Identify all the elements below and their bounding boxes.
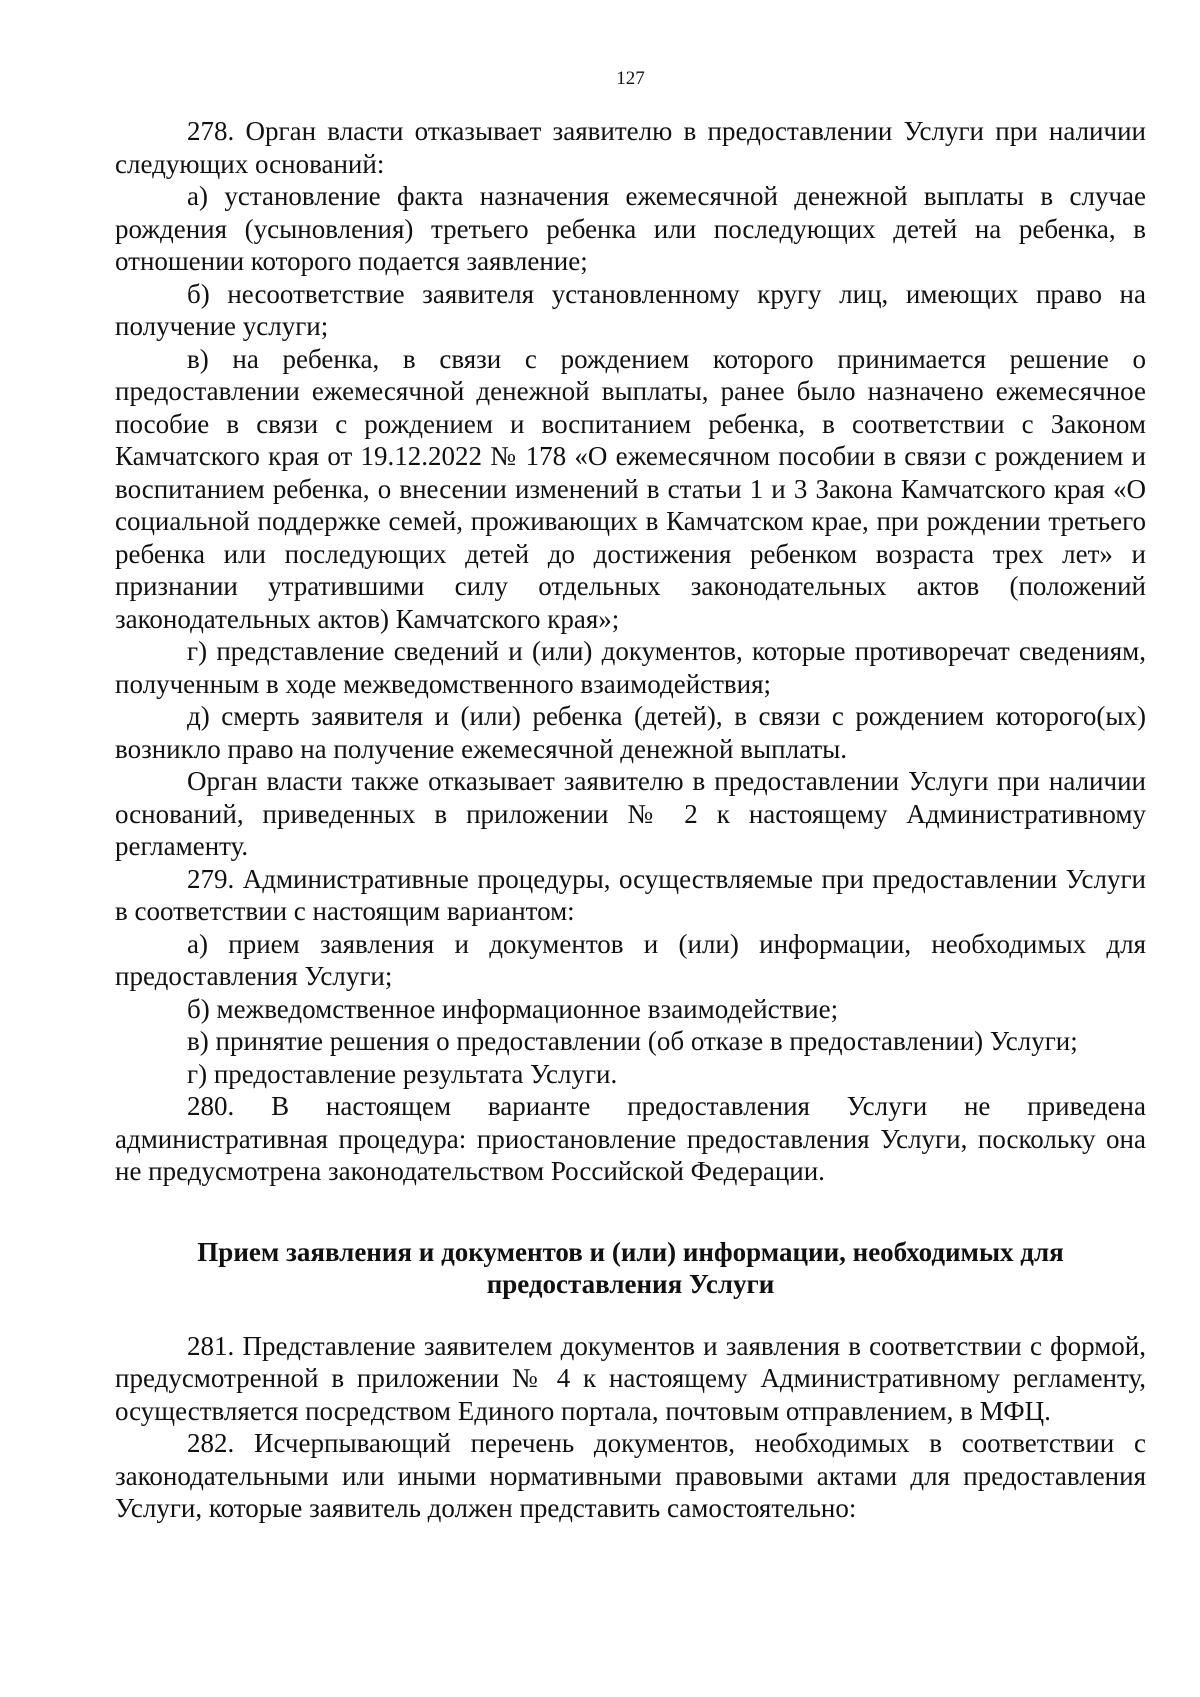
paragraph-279-a: а) прием заявления и документов и (или) информации, необходимых для предоставления Услуги; [115, 928, 1146, 991]
paragraph-278-g: г) представление сведений и (или) документов, которые противоречат сведениям, полученным в ходе межведомственного взаимодействия; [115, 636, 1146, 699]
paragraph-282: 282. Исчерпывающий перечень документов, необходимых в соответствии с законодательными или иными нормативными правовыми актами для предоставления Услуги, которые заявитель должен представить самостоятельно: [115, 1428, 1146, 1523]
paragraph-279-intro: 279. Административные процедуры, осуществляемые при предоставлении Услуги в соответствии с настоящим вариантом: [115, 863, 1146, 926]
paragraph-279-b: б) межведомственное информационное взаимодействие; [187, 993, 839, 1024]
page-number: 127 [616, 68, 645, 89]
paragraph-279-g: г) предоставление результата Услуги. [187, 1058, 618, 1089]
document-body [115, 115, 1146, 1525]
paragraph-278-b: б) несоответствие заявителя установленному кругу лиц, имеющих право на получение услуги; [115, 278, 1146, 341]
paragraph-278-a: а) установление факта назначения ежемесячной денежной выплаты в случае рождения (усыновления) третьего ребенка или последующих детей на ребенка, в отношении которого подается заявление; [115, 181, 1146, 276]
paragraph-279-v: в) принятие решения о предоставлении (об отказе в предоставлении) Услуги; [187, 1026, 1078, 1056]
paragraph-278-intro: 278. Орган власти отказывает заявителю в предоставлении Услуги при наличии следующих оснований: [115, 116, 1146, 179]
paragraph-278-v: в) на ребенка, в связи с рождением которого принимается решение о предоставлении ежемесячной денежной выплаты, ранее было назначено ежемесячное пособие в связи с рождением и воспитанием ребенка, в соответствии с Законом Камчатского края от 19.12.2022 № 178 «О ежемесячном пособии в связи с рождением и воспитанием ребенка, о внесении изменений в статьи 1 и 3 Закона Камчатского края «О социальной поддержке семей, проживающих в Камчатском крае, при рождении третьего ребенка или последующих детей до достижения ребенком возраста трех лет» и признании утратившими силу отдельных законодательных актов (положений законодательных актов) Камчатского края»; [115, 343, 1146, 634]
paragraph-281: 281. Представление заявителем документов и заявления в соответствии с формой, предусмотренной в приложении № 4 к настоящему Административному регламенту, осуществляется посредством Единого портала, почтовым отправлением, в МФЦ. [115, 1330, 1146, 1426]
section-heading: Прием заявления и документов и (или) информации, необходимых для предоставления Услуги [197, 1236, 1064, 1299]
paragraph-278-additional: Орган власти также отказывает заявителю в предоставлении Услуги при наличии оснований, приведенных в приложении № 2 к настоящему Административному регламенту. [115, 766, 1146, 861]
paragraph-280: 280. В настоящем варианте предоставления Услуги не приведена административная процедура: приостановление предоставления Услуги, поскольку она не предусмотрена законодательством Российской Федерации. [115, 1091, 1146, 1186]
paragraph-278-d: д) смерть заявителя и (или) ребенка (детей), в связи с рождением которого(ых) возникло право на получение ежемесячной денежной выплаты. [115, 701, 1146, 764]
